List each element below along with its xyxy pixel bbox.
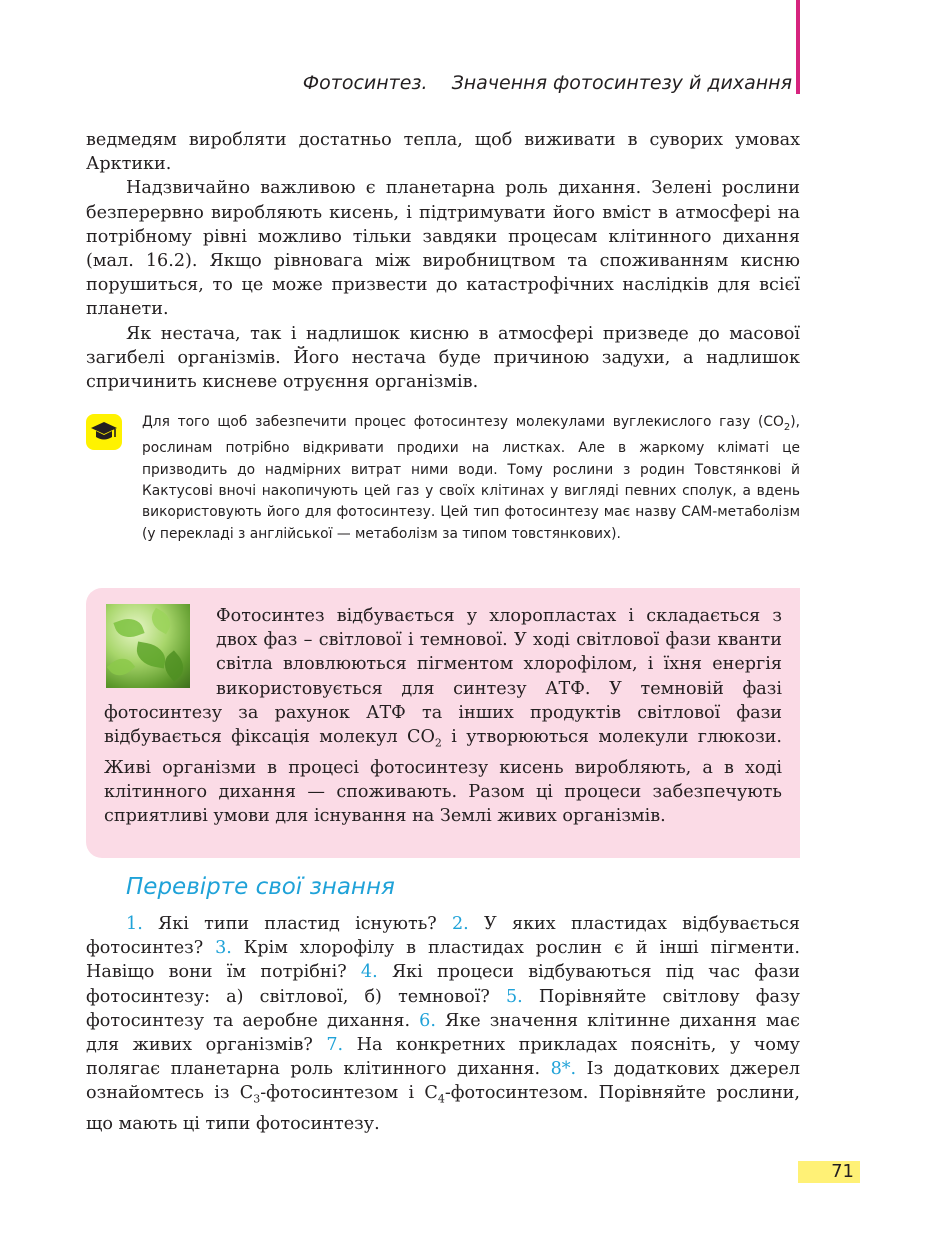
body-text bbox=[86, 128, 800, 394]
summary-text-part1: Фотосинтез відбувається у хлоропластах і складається з двох фаз – світлової і темнової. У ході світлової фази кванти світла вловлюються пігментом хлорофілом, і їхня енергія використовується для синтезу АТФ. У темновій фазі фотосинтезу за рахунок АТФ та інших продуктів світлової фази відбувається фіксація молекул CO bbox=[104, 606, 782, 748]
questions-paragraph bbox=[86, 912, 800, 1136]
questions bbox=[86, 912, 800, 1136]
question-number: 3. bbox=[215, 938, 232, 959]
question-subscript: 3 bbox=[253, 1092, 261, 1106]
question-number: 2. bbox=[451, 914, 469, 934]
section-title: Перевірте свої знання bbox=[126, 874, 395, 900]
question-text: Крім хлорофілу в пластидах рослин є й інші пігменти. Навіщо вони їм потрібні? bbox=[86, 938, 800, 983]
question-text: На конкретних прикладах поясніть, у чому полягає планетарна роль клітинного дихання. bbox=[86, 1035, 800, 1080]
leaves-photo bbox=[106, 604, 190, 688]
info-note bbox=[86, 412, 800, 545]
question-number: 4. bbox=[360, 962, 378, 983]
running-head-topic: Значення фотосинтезу й дихання bbox=[451, 72, 792, 94]
paragraph-3: Як нестача, так і надлишок кисню в атмосфері призведе до масової загибелі організмів. Його нестача буде причиною задухи, а надлишок спричинить кисневе отруєння організмів. bbox=[86, 323, 800, 393]
paragraph-1: ведмедям виробляти достатньо тепла, щоб виживати в суворих умовах Арктики. bbox=[86, 130, 800, 175]
summary-text bbox=[104, 604, 782, 828]
question-text: Порівняйте світлову фазу фотосинтезу та аеробне дихання. bbox=[86, 986, 800, 1031]
question-text: Із додаткових джерел ознайомтесь із C bbox=[86, 1059, 801, 1104]
note-subscript: 2 bbox=[783, 421, 791, 433]
summary-box bbox=[86, 588, 800, 858]
summary-subscript: 2 bbox=[434, 736, 442, 750]
note-text bbox=[142, 412, 800, 545]
question-subscript: 4 bbox=[437, 1092, 445, 1106]
question-number: 8*. bbox=[550, 1059, 577, 1080]
question-text: Які процеси відбуваються під час фази фотосинтезу: а) світлової, б) темнової? bbox=[86, 962, 800, 1007]
paragraph-2: Надзвичайно важливою є планетарна роль дихання. Зелені рослини безперервно виробляють кисень, і підтримувати його вміст в атмосфері на потрібному рівні можливо тільки завдяки процесам клітинного дихання (мал. 16.2). Якщо рівновага між виробництвом та споживанням кисню порушиться, то це може призвести до катастрофічних наслідків для всієї планети. bbox=[86, 178, 800, 320]
question-number: 1. bbox=[126, 914, 143, 934]
note-text-part2: ), рослинам потрібно відкривати продихи на листках. Але в жаркому кліматі це призводить до надмірних витрат ними води. Тому рослини з родин Товстянкові й Кактусові вночі накопичують цей газ у своїх клітинах у вигляді певних сполук, а вдень використовують його для фотосинтезу. Цей тип фотосинтезу має назву CAM-метаболізм (у перекладі з англійської — метаболізм за типом товстянкових). bbox=[142, 414, 800, 542]
summary-text-part2: і утворюються молекули глюкози. Живі організми в процесі фотосинтезу кисень виробляють, а в ході клітинного дихання — споживають. Разом ці процеси забезпечують сприятливі умови для існування на Землі живих організмів. bbox=[104, 727, 783, 827]
running-head-section: Фотосинтез. bbox=[302, 72, 428, 94]
question-text: У яких пластидах відбувається фотосинтез? bbox=[86, 914, 800, 959]
graduation-cap-icon bbox=[86, 414, 122, 450]
question-number: 7. bbox=[326, 1035, 344, 1056]
page-number-box bbox=[798, 1161, 860, 1183]
question-text: -фотосинтезом і C bbox=[260, 1083, 438, 1104]
note-text-part1: Для того щоб забезпечити процес фотосинтезу молекулами вуглекислого газу (CO bbox=[142, 414, 784, 430]
question-text: Які типи пластид існують? bbox=[142, 914, 452, 934]
question-text: -фотосинтезом. Порівняйте рослини, що мають ці типи фотосинтезу. bbox=[86, 1083, 800, 1135]
question-number: 5. bbox=[505, 986, 523, 1007]
page-number: 71 bbox=[831, 1161, 854, 1182]
accent-bar bbox=[796, 0, 800, 94]
question-text: Яке значення клітинне дихання має для живих організмів? bbox=[86, 1010, 800, 1056]
running-head bbox=[303, 72, 792, 94]
question-number: 6. bbox=[419, 1010, 436, 1031]
